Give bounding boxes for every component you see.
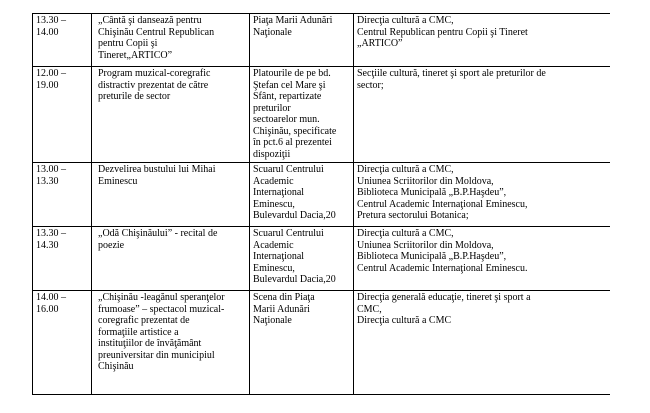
time-cell: 13.30 – 14.00 — [33, 14, 92, 67]
event-cell: „Cântă şi dansează pentru Chişinău Centrul Republican pentru Copii şi Tineret„ARTICO” — [92, 14, 250, 67]
organizers-cell: Direcţia cultură a CMC, Uniunea Scriitorilor din Moldova, Biblioteca Municipală „B.P.Haşdeu”, Centrul Academic Internaţional Eminescu, Pretura sectorului Botanica; — [354, 163, 611, 227]
table-row — [33, 163, 611, 227]
time-cell: 12.00 – 19.00 — [33, 67, 92, 163]
table-row — [33, 227, 611, 291]
document-page — [32, 13, 610, 413]
time-cell: 14.00 – 16.00 — [33, 291, 92, 395]
place-cell: Scuarul Centrului Academic Internaţional Eminescu, Bulevardul Dacia,20 — [250, 227, 354, 291]
time-cell: 13.00 – 13.30 — [33, 163, 92, 227]
event-cell: Dezvelirea bustului lui Mihai Eminescu — [92, 163, 250, 227]
place-cell: Platourile de pe bd. Ştefan cel Mare şi Sfânt, repartizate preturilor sectoarelor mun. Chişinău, specificate în pct.6 al prezentei dispoziţii — [250, 67, 354, 163]
event-cell: Program muzical-coregrafic distractiv prezentat de către preturile de sector — [92, 67, 250, 163]
place-cell: Scena din Piaţa Marii Adunări Naţionale — [250, 291, 354, 395]
table-row — [33, 14, 611, 67]
table-row — [33, 291, 611, 395]
table-row — [33, 67, 611, 163]
organizers-cell: Direcţia cultură a CMC, Uniunea Scriitorilor din Moldova, Biblioteca Municipală „B.P.Haşdeu”, Centrul Academic Internaţional Eminescu. — [354, 227, 611, 291]
place-cell: Piaţa Marii Adunări Naţionale — [250, 14, 354, 67]
event-cell: „Chişinău -leagănul speranţelor frumoase” – spectacol muzical- coregrafic prezentat de formaţiile artistice a instituţiilor de învăţământ preuniversitar din municipiul Chişinău — [92, 291, 250, 395]
organizers-cell: Direcţia cultură a CMC, Centrul Republican pentru Copii şi Tineret „ARTICO” — [354, 14, 611, 67]
event-cell: „Odă Chişinăului” - recital de poezie — [92, 227, 250, 291]
organizers-cell: Secţiile cultură, tineret şi sport ale preturilor de sector; — [354, 67, 611, 163]
place-cell: Scuarul Centrului Academic Internaţional Eminescu, Bulevardul Dacia,20 — [250, 163, 354, 227]
event-schedule-table — [32, 13, 610, 395]
time-cell: 13.30 – 14.30 — [33, 227, 92, 291]
organizers-cell: Direcţia generală educaţie, tineret şi sport a CMC, Direcţia cultură a CMC — [354, 291, 611, 395]
